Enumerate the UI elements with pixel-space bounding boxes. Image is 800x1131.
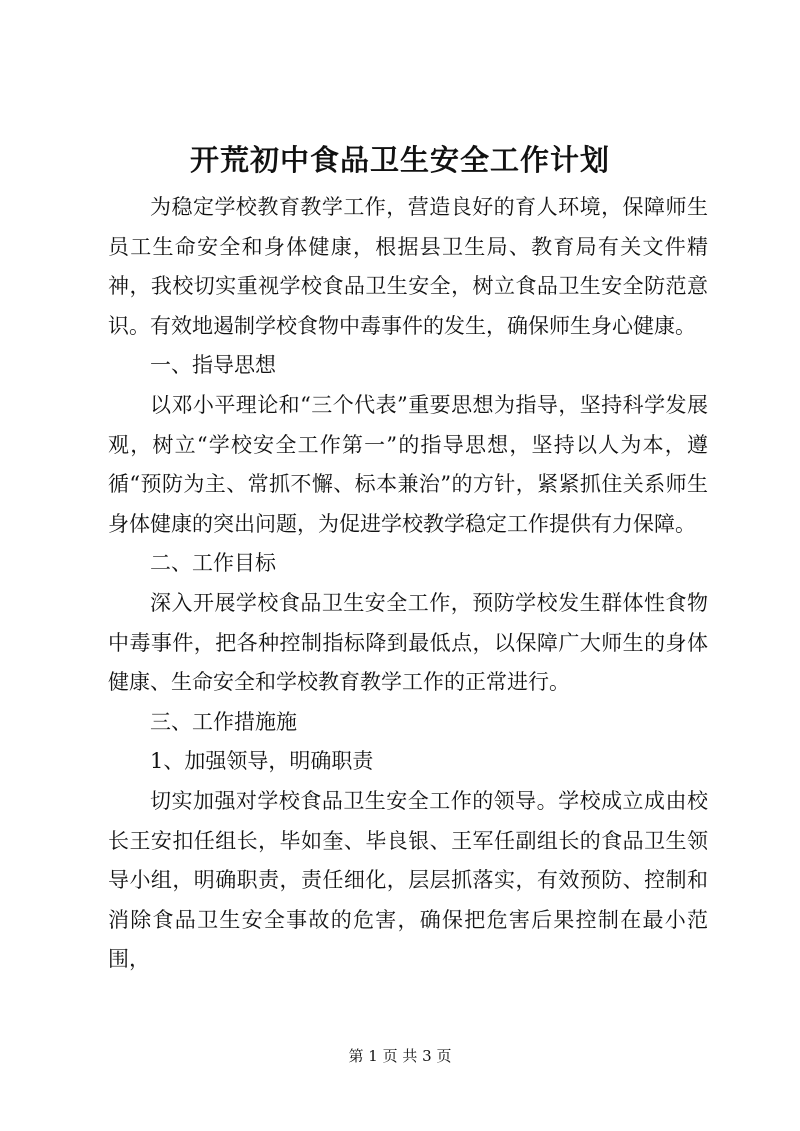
document-title: 开荒初中食品卫生安全工作计划 [189,143,610,177]
section-paragraph-work-goals: 深入开展学校食品卫生安全工作，预防学校发生群体性食物中毒事件，把各种控制指标降到最低点，以保障广大师生的身体健康、生命安全和学校教育教学工作的正常进行。 [108,590,708,695]
section-paragraph-guiding-ideology: 以邓小平理论和“三个代表”重要思想为指导，坚持科学发展观，树立“学校安全工作第一”的指导思想，坚持以人为本，遵循“预防为主、常抓不懈、标本兼治”的方针，紧紧抓住关系师生身体健康的突出问题，为促进学校教学稳定工作提供有力保障。 [108,392,708,536]
section-heading-work-measures: 三、工作措施施 [150,709,297,734]
intro-paragraph: 为稳定学校教育教学工作，营造良好的育人环境，保障师生员工生命安全和身体健康，根据县卫生局、教育局有关文件精神，我校切实重视学校食品卫生安全，树立食品卫生安全防范意识。有效地遏制学校食物中毒事件的发生，确保师生身心健康。 [108,195,708,338]
section-heading-work-goals: 二、工作目标 [150,551,276,576]
subsection-heading-leadership: 1、加强领导，明确职责 [150,749,374,774]
page-footer: 第 1 页 共 3 页 [348,1047,452,1065]
section-heading-guiding-ideology: 一、指导思想 [150,353,276,378]
document-body [108,188,708,980]
subsection-paragraph-leadership: 切实加强对学校食品卫生安全工作的领导。学校成立成由校长王安扣任组长，毕如奎、毕良银、王军任副组长的食品卫生领导小组，明确职责，责任细化，层层抓落实，有效预防、控制和消除食品卫生安全事故的危害，确保把危害后果控制在最小范围， [108,788,708,972]
